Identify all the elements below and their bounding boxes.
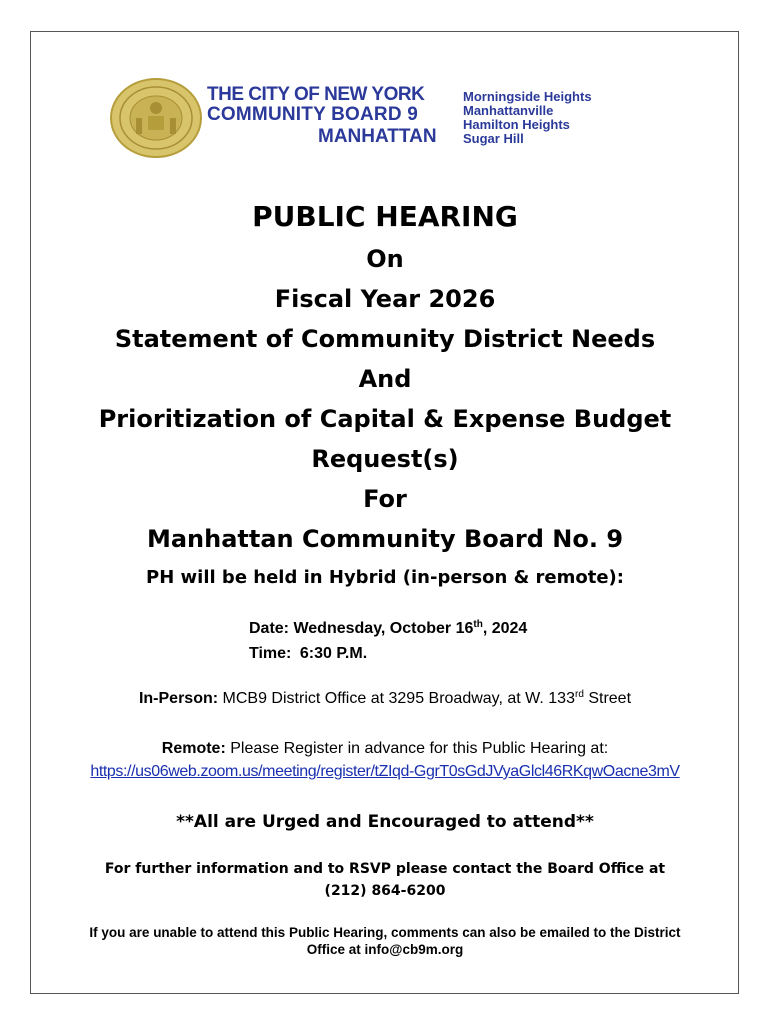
format-line: PH will be held in Hybrid (in-person & remote): bbox=[146, 567, 624, 588]
neighborhood-item: Hamilton Heights bbox=[463, 117, 570, 132]
title-line: For bbox=[363, 485, 407, 513]
urge-line: **All are Urged and Encouraged to attend** bbox=[176, 812, 594, 832]
email-line1: If you are unable to attend this Public Hearing, comments can also be emailed to the District bbox=[89, 925, 681, 940]
inperson-line bbox=[0, 690, 770, 708]
remote-value: Please Register in advance for this Public Hearing at: bbox=[230, 740, 609, 757]
title-line: Fiscal Year 2026 bbox=[274, 285, 496, 313]
date-line bbox=[249, 620, 527, 638]
org-line3: MANHATTAN bbox=[318, 126, 437, 147]
date-value: Wednesday, October 16 bbox=[293, 620, 474, 637]
title-line: And bbox=[358, 365, 412, 393]
date-year: , 2024 bbox=[482, 620, 528, 637]
remote-line bbox=[0, 740, 770, 758]
time-line bbox=[249, 645, 367, 663]
title-line: On bbox=[366, 245, 404, 273]
inperson-sup: rd bbox=[574, 689, 584, 700]
remote-link-line bbox=[0, 763, 770, 781]
time-value: 6:30 P.M. bbox=[299, 645, 368, 662]
rsvp-line: For further information and to RSVP please contact the Board Office at bbox=[104, 861, 666, 877]
org-line1: THE CITY OF NEW YORK bbox=[207, 84, 425, 105]
time-label: Time: bbox=[249, 645, 292, 662]
title-line: Request(s) bbox=[311, 445, 459, 473]
page-title: PUBLIC HEARING bbox=[252, 200, 518, 233]
inperson-label: In-Person: bbox=[138, 690, 219, 707]
remote-label: Remote: bbox=[161, 740, 226, 757]
neighborhood-item: Sugar Hill bbox=[463, 131, 524, 146]
email-line2: Office at info@cb9m.org bbox=[306, 942, 464, 957]
date-label: Date: bbox=[249, 620, 290, 637]
zoom-registration-link[interactable]: https://us06web.zoom.us/meeting/register/tZIqd-GgrT0sGdJVyaGlcl46RKqwOacne3mV bbox=[90, 763, 680, 780]
org-line2: COMMUNITY BOARD 9 bbox=[207, 104, 418, 125]
neighborhood-item: Morningside Heights bbox=[463, 89, 592, 104]
title-line: Statement of Community District Needs bbox=[114, 325, 656, 353]
inperson-value: MCB9 District Office at 3295 Broadway, at W. 133 bbox=[222, 690, 575, 707]
title-line: Prioritization of Capital & Expense Budget bbox=[98, 405, 672, 433]
inperson-tail: Street bbox=[583, 690, 632, 707]
title-line: Manhattan Community Board No. 9 bbox=[146, 525, 624, 553]
rsvp-phone: (212) 864-6200 bbox=[324, 883, 446, 899]
date-sup: th bbox=[473, 619, 483, 630]
neighborhood-item: Manhattanville bbox=[463, 103, 554, 118]
city-seal-icon bbox=[110, 78, 202, 158]
